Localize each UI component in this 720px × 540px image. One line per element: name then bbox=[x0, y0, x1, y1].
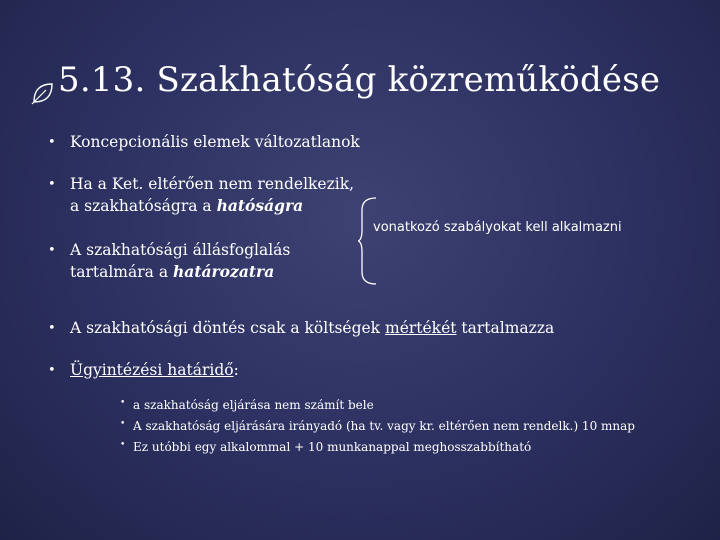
bullet-line: A szakhatósági állásfoglalás bbox=[70, 241, 291, 259]
brace-bracket bbox=[358, 196, 378, 286]
sub-bullet-text: Ez utóbbi egy alkalommal + 10 munkanappal meghosszabbítható bbox=[133, 440, 532, 454]
bullet-deadline bbox=[48, 360, 239, 381]
bullet-dot: • bbox=[48, 363, 56, 378]
underlined-text: Ügyintézési határidő bbox=[70, 361, 234, 379]
sub-bullet-dot: • bbox=[120, 419, 126, 429]
bullet-concept-elements bbox=[48, 132, 360, 153]
sub-bullet-text: a szakhatóság eljárása nem számít bele bbox=[133, 398, 374, 412]
sub-bullet bbox=[120, 440, 532, 454]
bullet-authority-rules bbox=[48, 174, 355, 217]
bullet-text: tartalmazza bbox=[456, 319, 555, 337]
bullet-opinion-content bbox=[48, 240, 291, 283]
bullet-dot: • bbox=[48, 135, 56, 150]
emphasis-text: határozatra bbox=[173, 262, 275, 281]
bullet-text: a szakhatóságra a bbox=[70, 197, 217, 215]
brace-note: vonatkozó szabályokat kell alkalmazni bbox=[373, 220, 622, 235]
sub-bullet bbox=[120, 419, 635, 433]
bullet-line bbox=[70, 261, 290, 283]
leaf-icon bbox=[30, 80, 56, 106]
sub-bullet-text: A szakhatóság eljárására irányadó (ha tv. vagy kr. eltérően nem rendelk.) 10 mnap bbox=[133, 419, 635, 433]
emphasis-text: hatóságra bbox=[216, 196, 304, 215]
sub-bullet bbox=[120, 398, 374, 412]
bullet-line: Ha a Ket. eltérően nem rendelkezik, bbox=[70, 175, 355, 193]
bullet-cost-decision bbox=[48, 318, 555, 339]
bullet-text: A szakhatósági döntés csak a költségek bbox=[70, 319, 385, 337]
bullet-text: : bbox=[233, 361, 239, 379]
sub-bullet-dot: • bbox=[120, 398, 126, 408]
bullet-line bbox=[70, 195, 354, 217]
bullet-dot: • bbox=[48, 243, 56, 258]
bullet-dot: • bbox=[48, 321, 56, 336]
sub-bullet-dot: • bbox=[120, 440, 126, 450]
bullet-dot: • bbox=[48, 177, 56, 192]
bullet-text: Koncepcionális elemek változatlanok bbox=[70, 133, 360, 151]
underlined-text: mértékét bbox=[385, 319, 457, 337]
slide-title: 5.13. Szakhatóság közreműködése bbox=[58, 60, 661, 100]
bullet-text: tartalmára a bbox=[70, 263, 173, 281]
